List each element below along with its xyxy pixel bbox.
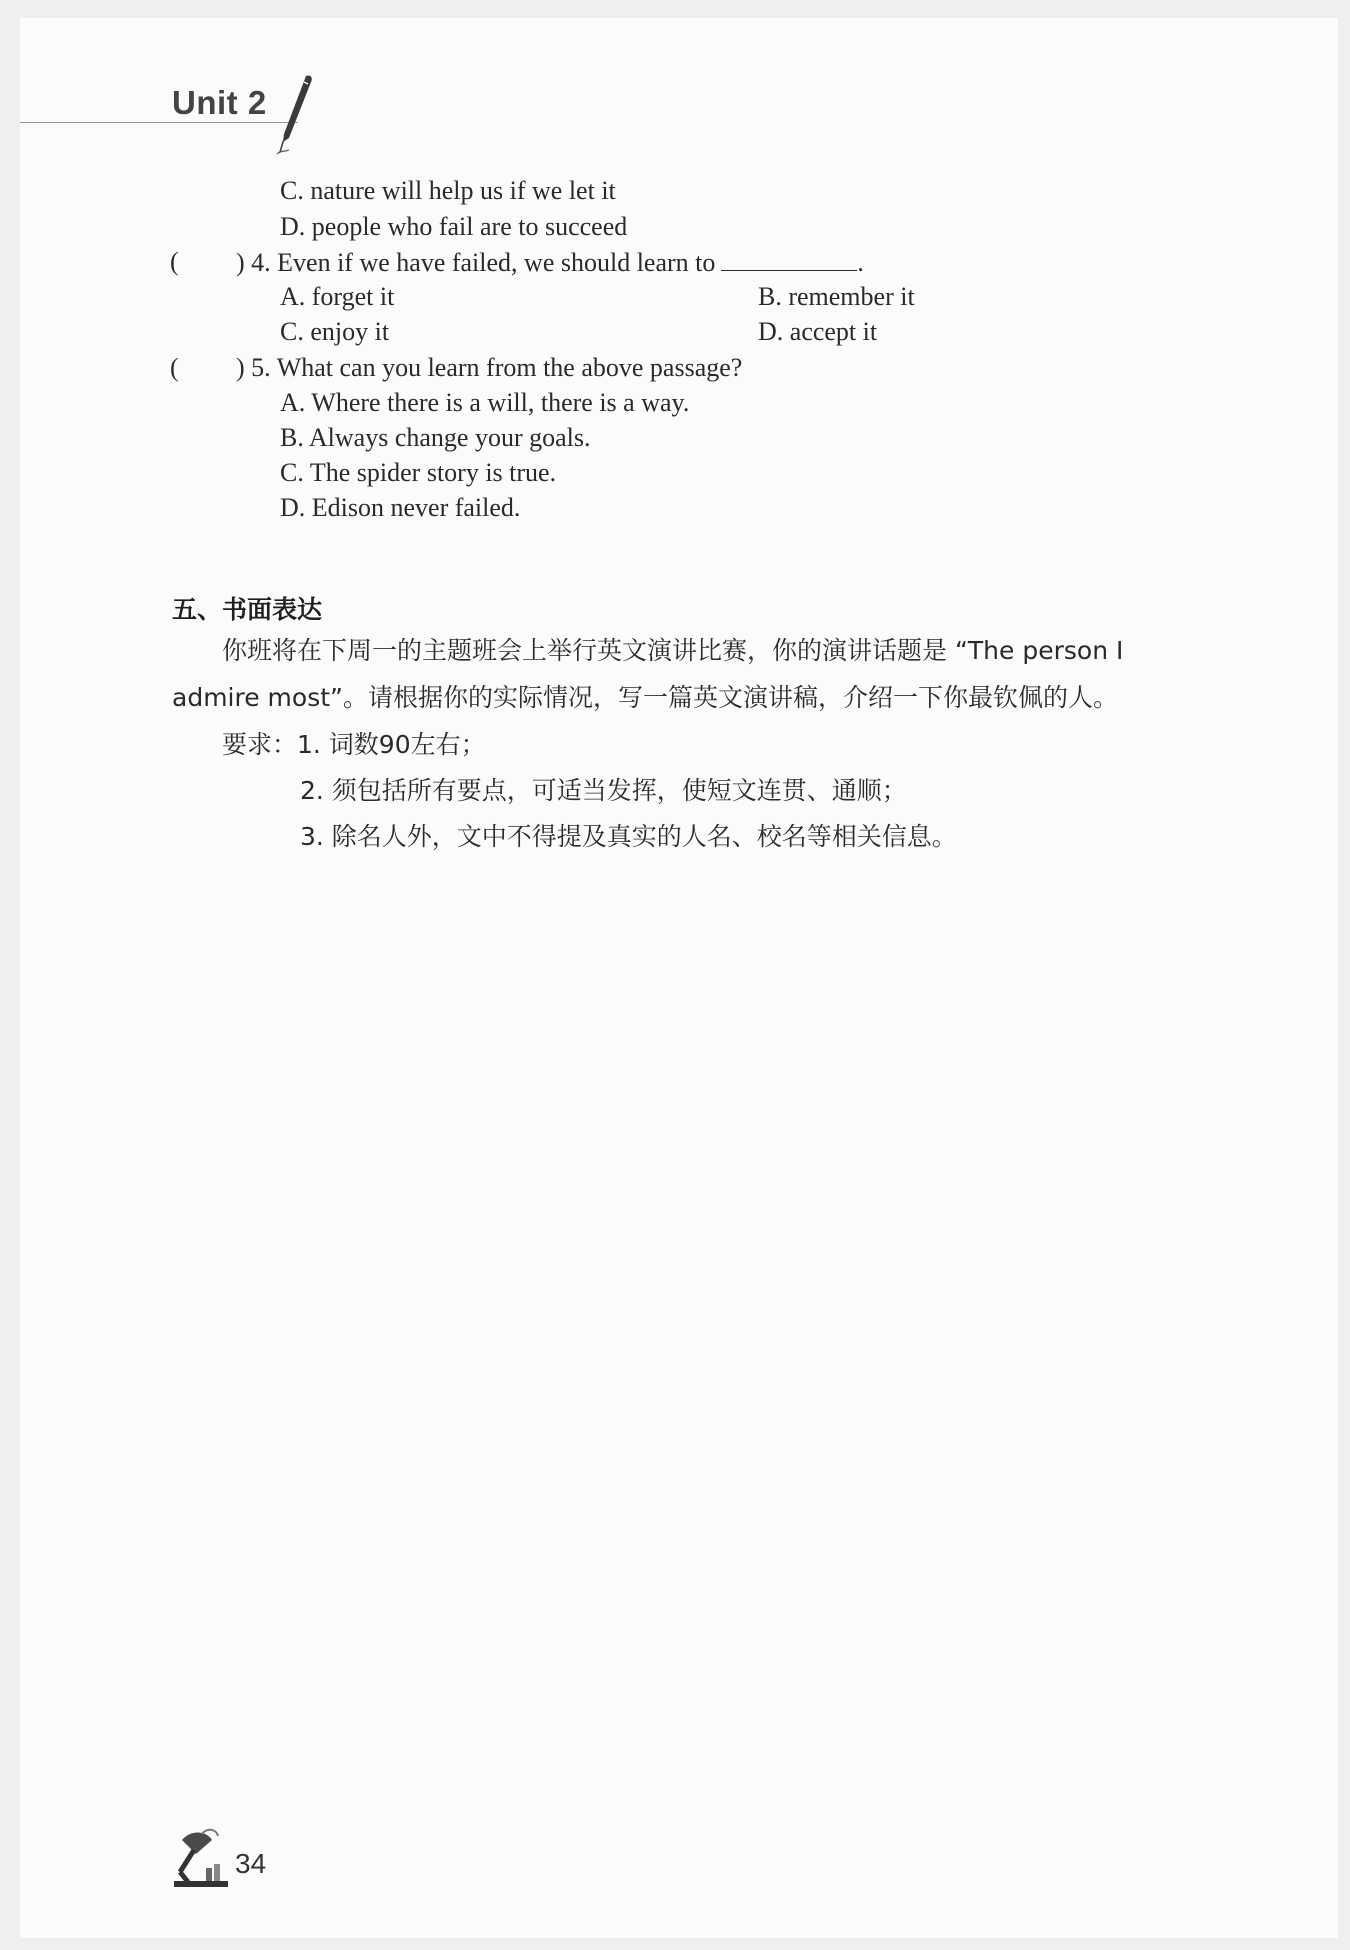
q5-answer-paren[interactable]: ( (170, 353, 179, 382)
page-number: 34 (235, 1848, 267, 1879)
writing-prompt-line1: 你班将在下周一的主题班会上举行英文演讲比赛，你的演讲话题是 “The person I (222, 636, 1124, 665)
writing-requirement-1: 要求：1. 词数90左右； (222, 730, 486, 759)
q4-stem-text: ) 4. Even if we have failed, we should learn to (236, 248, 716, 277)
q4-option-a: A. forget it (280, 282, 395, 311)
q3-option-d: D. people who fail are to succeed (280, 212, 628, 241)
q4-stem (236, 246, 864, 279)
q5-stem: ) 5. What can you learn from the above passage? (236, 353, 743, 382)
q5-option-a: A. Where there is a will, there is a way. (280, 388, 690, 417)
q3-option-c: C. nature will help us if we let it (280, 176, 616, 205)
writing-requirement-2: 2. 须包括所有要点，可适当发挥，使短文连贯、通顺； (300, 776, 907, 805)
q5-option-d: D. Edison never failed. (280, 493, 521, 522)
q4-option-d: D. accept it (758, 317, 878, 346)
writing-requirement-3: 3. 除名人外，文中不得提及真实的人名、校名等相关信息。 (300, 822, 957, 851)
writing-prompt-line2: admire most”。请根据你的实际情况，写一篇英文演讲稿，介绍一下你最钦佩的人。 (172, 683, 1118, 712)
writing-section-title: 五、书面表达 (172, 595, 323, 624)
q4-answer-paren[interactable]: ( (170, 247, 179, 276)
q4-stem-end: . (857, 248, 864, 277)
q4-answer-blank[interactable] (721, 246, 857, 271)
q4-option-c: C. enjoy it (280, 317, 390, 346)
header-rule (20, 122, 298, 123)
unit-title: Unit 2 (172, 84, 267, 121)
workbook-page (20, 18, 1338, 1938)
pen-icon (275, 72, 315, 156)
q4-option-b: B. remember it (758, 282, 915, 311)
q5-option-b: B. Always change your goals. (280, 423, 591, 452)
q5-option-c: C. The spider story is true. (280, 458, 557, 487)
desk-lamp-icon (172, 1828, 232, 1890)
